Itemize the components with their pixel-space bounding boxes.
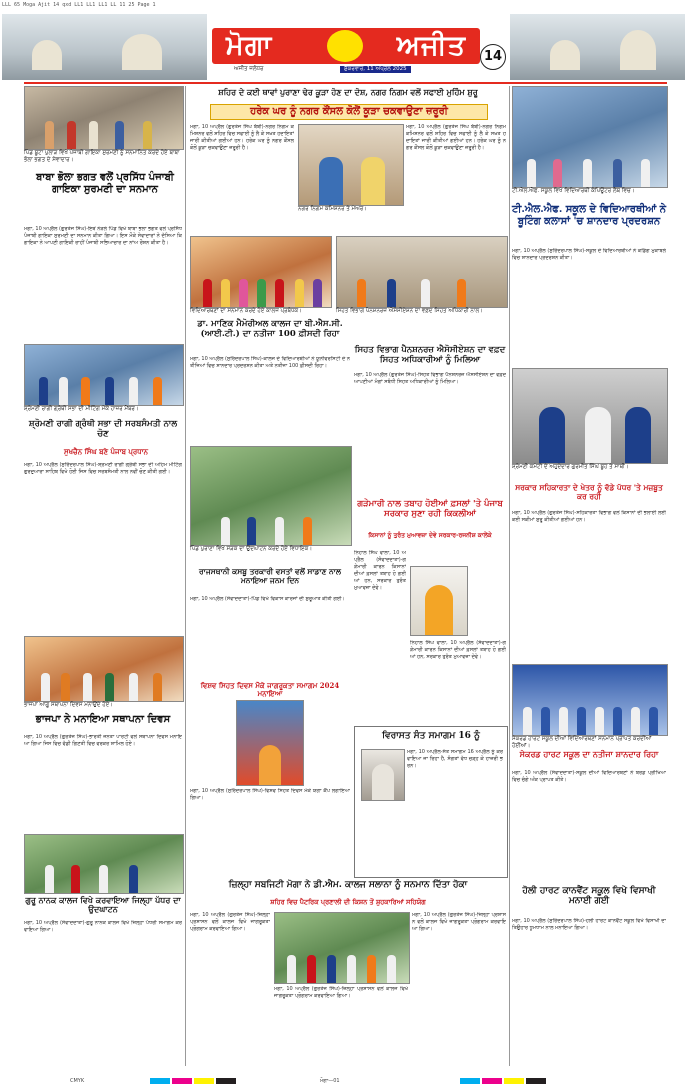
story-text: ਮੋਗਾ, 10 ਅਪ੍ਰੈਲ (ਗੁਰਤੇਜ ਸਿੰਘ ਬੱਬੀ)-ਨਗਰ ਨਿਗਮ ਕਮਿਸ਼ਨਰ ਵਲੋਂ ਸ਼ਹਿਰ ਵਿਚ ਸਫਾਈ ਨੂੰ ਲੈ ਕੇ ਸਖ਼ਤ ਹਦਾਇਤਾਂ ਜਾਰੀ ਕੀਤੀਆਂ ਗਈਆਂ ਹਨ। ਹਰੇਕ ਘਰ ਨੂੰ ਨਗਰ ਕੌਂਸਲ ਕੋਲੋਂ ਕੂੜਾ ਚਕਵਾਉਣਾ ਜ਼ਰੂਰੀ ਹੈ।	[190, 124, 294, 151]
color-bar-magenta	[172, 1078, 192, 1084]
color-bar-black	[526, 1078, 546, 1084]
photo-caption: ਸ਼੍ਰੋਮਣੀ ਕਮੇਟੀ ਦੇ ਅਹੁਦੇਦਾਰ ਗੁਰਮੀਤ ਸਿੰਘ ਬੂਹ ਤੇ ਸਾਥੀ।	[512, 464, 629, 470]
color-bar-yellow	[194, 1078, 214, 1084]
masthead-rule	[24, 82, 667, 84]
color-bar-cyan	[460, 1078, 480, 1084]
headline-manik-college: ਡਾ. ਮਾਣਿਕ ਮੈਮੋਰੀਅਲ ਕਾਲਜ ਦਾ ਬੀ.ਐਸ.ਸੀ. (ਆਈ.ਟੀ.) ਦਾ ਨਤੀਜਾ 100 ਫ਼ੀਸਦੀ ਰਿਹਾ	[197, 319, 343, 339]
photo-college-event	[24, 834, 184, 894]
masthead-banner	[212, 28, 480, 64]
headline-ragi-sabha: ਸ਼੍ਰੋਮਣੀ ਰਾਗੀ ਗ੍ਰੰਥੀ ਸਭਾ ਦੀ ਸਰਬਸੰਮਤੀ ਨਾਲ ਚੋਣ	[28, 419, 178, 439]
color-bar-black	[216, 1078, 236, 1084]
edition-label: ਅਜੀਤ ਜਲੰਧਰ	[234, 66, 264, 72]
page-number: 14	[480, 44, 506, 70]
date-label: ਸ਼ੁੱਕਰਵਾਰ, 11 ਅਪ੍ਰੈਲ 2025	[340, 66, 411, 73]
story-text: ਮੋਗਾ, 10 ਅਪ੍ਰੈਲ (ਸੰਵਾਦਦਾਤਾ)-ਸਕੂਲ ਦੀਆਂ ਵਿਦਿਆਰਥਣਾਂ ਨੇ ਬੋਰਡ ਪ੍ਰੀਖਿਆ ਵਿਚ ਚੰਗੇ ਅੰਕ ਪ੍ਰਾਪਤ ਕੀਤੇ।	[512, 770, 666, 783]
photo-pensioners-office	[336, 236, 508, 308]
photo-caption: ਭਾਜਪਾ ਆਗੂ ਸਥਾਪਨਾ ਦਿਵਸ ਮਨਾਉਂਦੇ ਹੋਏ।	[24, 702, 113, 708]
story-text: ਮੋਗਾ, 10 ਅਪ੍ਰੈਲ (ਸੁਰਿੰਦਰਪਾਲ ਸਿੰਘ)-ਸਕੂਲ ਦੇ ਵਿਦਿਆਰਥੀਆਂ ਨੇ ਕੋਡਿੰਗ ਮੁਕਾਬਲੇ ਵਿਚ ਸ਼ਾਨਦਾਰ ਪ੍ਰਦਰਸ਼ਨ ਕੀਤਾ।	[512, 248, 666, 261]
photo-caption: ਪਿੰਡ ਪੁਰਾਣਾ ਵਿਖੇ ਸੜਕ ਦਾ ਉਦਘਾਟਨ ਕਰਦੇ ਹੋਏ ਵਿਧਾਇਕ।	[190, 546, 313, 552]
headline-pensioners: ਸਿਹਤ ਵਿਭਾਗ ਪੈਨਸ਼ਨਰਜ਼ ਐਸੋਸੀਏਸ਼ਨ ਦਾ ਵਫ਼ਦ ਸਿਹਤ ਅਧਿਕਾਰੀਆਂ ਨੂੰ ਮਿਲਿਆ	[354, 345, 506, 365]
photo-caption: ਸ਼੍ਰੋਮਣੀ ਰਾਗੀ ਗ੍ਰੰਥੀ ਸਭਾ ਦੀ ਮੀਟਿੰਗ ਮੌਕੇ ਹਾਜ਼ਰ ਮੈਂਬਰ।	[24, 406, 139, 412]
photo-leader-portrait	[410, 566, 468, 636]
story-text: ਮੋਗਾ, 10 ਅਪ੍ਰੈਲ (ਸੁਰਿੰਦਰਪਾਲ ਸਿੰਘ)-ਸ਼੍ਰੋਮਣੀ ਰਾਗੀ ਗ੍ਰੰਥੀ ਸਭਾ ਦੀ ਅਹਿਮ ਮੀਟਿੰਗ ਗੁਰਦੁਆਰਾ ਸਾਹਿਬ ਵਿਖੇ ਹੋਈ ਜਿਸ ਵਿਚ ਸਰਬਸੰਮਤੀ ਨਾਲ ਨਵੀਂ ਚੋਣ ਕੀਤੀ ਗਈ।	[24, 462, 182, 475]
story-text: ਮੋਗਾ, 10 ਅਪ੍ਰੈਲ (ਸੰਵਾਦਦਾਤਾ)-ਗੁਰੂ ਨਾਨਕ ਕਾਲਜ ਵਿਖੇ ਜ਼ਿਲ੍ਹਾ ਪੱਧਰੀ ਸਮਾਗਮ ਕਰਵਾਇਆ ਗਿਆ।	[24, 920, 182, 933]
headline-babaji: ਬਾਬਾ ਭੋਲਾ ਭਗਤ ਵਲੋਂ ਪ੍ਰਸਿੱਧ ਪੰਜਾਬੀ ਗਾਇਕਾ ਸੁਰਮਣੀ ਦਾ ਸਨਮਾਨ	[36, 172, 174, 195]
photo-yoga	[236, 700, 304, 786]
cmyk-label: CMYK	[70, 1078, 85, 1084]
column-divider	[185, 86, 186, 1066]
photo-caption: ਨਗਰ ਨਿਗਮ ਕਮਿਸ਼ਨਰ ਤੇ ਮੇਅਰ।	[298, 206, 367, 212]
photo-caption: ਟੀ.ਐਲ.ਐਫ. ਸਕੂਲ ਵਿਖੇ ਵਿਦਿਆਰਥੀ ਕੰਪਿਊਟਰ ਲੈਬ ਵਿਚ।	[512, 188, 635, 194]
story-text: ਮੋਗਾ, 10 ਅਪ੍ਰੈਲ (ਗੁਰਤੇਜ ਸਿੰਘ ਬੱਬੀ)-ਨਗਰ ਨਿਗਮ ਕਮਿਸ਼ਨਰ ਵਲੋਂ ਸ਼ਹਿਰ ਵਿਚ ਸਫਾਈ ਨੂੰ ਲੈ ਕੇ ਸਖ਼ਤ ਹਦਾਇਤਾਂ ਜਾਰੀ ਕੀਤੀਆਂ ਗਈਆਂ ਹਨ। ਹਰੇਕ ਘਰ ਨੂੰ ਨਗਰ ਕੌਂਸਲ ਕੋਲੋਂ ਕੂੜਾ ਚਕਵਾਉਣਾ ਜ਼ਰੂਰੀ ਹੈ।	[406, 124, 506, 151]
color-bar-yellow	[504, 1078, 524, 1084]
story-text: ਮੋਗਾ, 10 ਅਪ੍ਰੈਲ (ਸੁਰਿੰਦਰਪਾਲ ਸਿੰਘ)-ਕਾਲਜ ਦੇ ਵਿਦਿਆਰਥੀਆਂ ਨੇ ਯੂਨੀਵਰਸਿਟੀ ਦੇ ਨਤੀਜਿਆਂ ਵਿਚ ਸ਼ਾਨਦਾਰ ਪ੍ਰਦਰਸ਼ਨ ਕੀਤਾ ਅਤੇ ਨਤੀਜਾ 100 ਫ਼ੀਸਦੀ ਰਿਹਾ।	[190, 356, 350, 369]
photo-caption: ਸੇਕਰਡ ਹਾਰਟ ਸਕੂਲ ਦੀਆਂ ਵਿਦਿਆਰਥਣਾਂ ਸਨਮਾਨ ਪ੍ਰਾਪਤ ਕਰਦੀਆਂ ਹੋਈਆਂ।	[512, 736, 652, 749]
notice-text: ਮੋਗਾ, 10 ਅਪ੍ਰੈਲ-ਸੰਤ ਸਮਾਗਮ 16 ਅਪ੍ਰੈਲ ਨੂੰ ਕਰਵਾਇਆ ਜਾ ਰਿਹਾ ਹੈ, ਸੰਗਤਾਂ ਵੱਧ ਚੜ੍ਹ ਕੇ ਹਾਜ਼ਰੀ ਭਰਨ।	[407, 749, 503, 769]
photo-students-honour	[190, 236, 332, 308]
headline-tlf-school: ਟੀ.ਐਲ.ਐਫ. ਸਕੂਲ ਦੇ ਵਿਦਿਆਰਥੀਆਂ ਨੇ ਬੂਟਿੰਗ ਕਲਾਸਾਂ 'ਚ ਸ਼ਾਨਦਾਰ ਪ੍ਰਦਰਸ਼ਨ	[512, 204, 666, 227]
headline-birthday: ਰਾਜਸਥਾਨੀ ਕਸਬੂ ਤਰਕਾਰੀ ਵਸਤਾਂ ਵਲੋਂ ਸਾਡਾਣ ਨਾਲ ਮਨਾਇਆ ਜਨਮ ਦਿਨ	[199, 567, 341, 585]
masthead-photo-right	[510, 14, 685, 80]
masthead-title-moga: ਮੋਗਾ	[226, 30, 273, 61]
sun-emblem	[327, 30, 363, 62]
subheadline: ਕਿਸਾਨਾਂ ਨੂੰ ਤੁਰੰਤ ਮੁਆਵਜ਼ਾ ਦੇਵੇ ਸਰਕਾਰ-ਰਜਨੀਸ਼ ਕਾਲੇਕੇ	[368, 532, 492, 539]
headline-bjp: ਭਾਜਪਾ ਨੇ ਮਨਾਇਆ ਸਥਾਪਨਾ ਦਿਵਸ	[35, 714, 171, 725]
photo-bjp-day	[24, 636, 184, 702]
photo-sgpc-leaders	[512, 368, 668, 464]
headline-hailstorm: ਗੜੇਮਾਰੀ ਨਾਲ ਤਬਾਹ ਹੋਈਆਂ ਫ਼ਸਲਾਂ 'ਤੇ ਪੰਜਾਬ ਸਰਕਾਰ ਸੁਣਾ ਰਹੀ ਕਿਕਲੀਆਂ	[357, 499, 503, 519]
photo-officials	[298, 124, 404, 206]
photo-caption: ਸਿਹਤ ਵਿਭਾਗ ਪੈਨਸ਼ਨਰਜ਼ ਐਸੋਸੀਏਸ਼ਨ ਦਾ ਵਫ਼ਦ ਸਿਹਤ ਅਧਿਕਾਰੀ ਨਾਲ।	[336, 308, 483, 314]
photo-dm-college	[274, 912, 410, 984]
photo-road-inauguration	[190, 446, 352, 546]
photo-sacred-heart	[512, 664, 668, 736]
photo-tlf-school	[512, 86, 668, 188]
photo-caption: ਪਿੰਡ ਬੂਟਾ ਪੁਲਾੜ ਵਿਖੇ ਪੰਜਾਬੀ ਗਾਇਕਾ ਸੁਰਮਣੀ ਨੂੰ ਸਨਮਾਨਿਤ ਕਰਦੇ ਹੋਏ ਬਾਬਾ ਭੋਲਾ ਭਗਤ ਦੇ ਸੇਵਾਦਾਰ।	[24, 150, 180, 163]
photo-caption: ਵਿਦਿਆਰਥਣਾਂ ਦਾ ਸਨਮਾਨ ਕਰਦੇ ਹੋਏ ਕਾਲਜ ਪ੍ਰਬੰਧਕ।	[190, 308, 302, 314]
print-slug: LLL 65 Moga Ajit 14 qxd LL1 LL1 LL1 LL 11 25 Page 1	[2, 2, 156, 8]
color-bar-cyan	[150, 1078, 170, 1084]
story-text: ਮੋਗਾ, 10 ਅਪ੍ਰੈਲ (ਗੁਰਤੇਜ ਸਿੰਘ)-ਜ਼ਿਲ੍ਹਾ ਪ੍ਰਸ਼ਾਸਨ ਵਲੋਂ ਕਾਲਜ ਵਿਖੇ ਜਾਗਰੂਕਤਾ ਪ੍ਰੋਗਰਾਮ ਕਰਵਾਇਆ ਗਿਆ।	[190, 912, 270, 932]
story-text: ਨਿਹਾਲ ਸਿੰਘ ਵਾਲਾ, 10 ਅਪ੍ਰੈਲ (ਸੰਵਾਦਦਾਤਾ)-ਗੜੇਮਾਰੀ ਕਾਰਨ ਕਿਸਾਨਾਂ ਦੀਆਂ ਫ਼ਸਲਾਂ ਤਬਾਹ ਹੋ ਗਈਆਂ ਹਨ, ਸਰਕਾਰ ਤੁਰੰਤ ਮੁਆਵਜ਼ਾ ਦੇਵੇ।	[410, 640, 506, 660]
headline-dm-college: ਜ਼ਿਲ੍ਹਾ ਸਬਜਿਟੀ ਮੋਗਾ ਨੇ ਡੀ.ਐਮ. ਕਾਲਜ ਸਲਾਨਾ ਨੂੰ ਸਨਮਾਨ ਦਿੱਤਾ ਹੋਕਾ	[228, 880, 468, 890]
story-text: ਮੋਗਾ, 10 ਅਪ੍ਰੈਲ (ਸੰਵਾਦਦਾਤਾ)-ਪਿੰਡ ਵਿਖੇ ਵਿਕਾਸ ਕਾਰਜਾਂ ਦੀ ਸ਼ੁਰੂਆਤ ਕੀਤੀ ਗਈ।	[190, 596, 345, 602]
headline-guru-nanak-college: ਗੁਰੂ ਨਾਨਕ ਕਾਲਜ ਵਿਖੇ ਕਰਵਾਇਆ ਜਿਲ੍ਹਾ ਪੱਧਰ ਦਾ ਉਦਘਾਟਨ	[25, 895, 181, 915]
lead-headline: ਸ਼ਹਿਰ ਦੇ ਕਈ ਥਾਵਾਂ ਪੁਰਾਣਾ ਢੇਰ ਕੂੜਾ ਹੋਣ ਦਾ ਦੋਸ਼, ਨਗਰ ਨਿਗਮ ਵਲੋਂ ਸਫਾਈ ਮੁਹਿੰਮ ਸ਼ੁਰੂ	[218, 87, 478, 97]
story-text: ਮੋਗਾ, 10 ਅਪ੍ਰੈਲ (ਗੁਰਤੇਜ ਸਿੰਘ)-ਸਹਿਕਾਰਤਾ ਵਿਭਾਗ ਵਲੋਂ ਕਿਸਾਨਾਂ ਦੀ ਭਲਾਈ ਲਈ ਕਈ ਸਕੀਮਾਂ ਸ਼ੁਰੂ ਕੀਤੀਆਂ ਗਈਆਂ ਹਨ।	[512, 510, 666, 523]
footer-bar	[0, 1074, 687, 1089]
masthead-title-ajit: ਅਜੀਤ	[396, 30, 466, 61]
story-text: ਨਿਹਾਲ ਸਿੰਘ ਵਾਲਾ, 10 ਅਪ੍ਰੈਲ (ਸੰਵਾਦਦਾਤਾ)-ਗੜੇਮਾਰੀ ਕਾਰਨ ਕਿਸਾਨਾਂ ਦੀਆਂ ਫ਼ਸਲਾਂ ਤਬਾਹ ਹੋ ਗਈਆਂ ਹਨ, ਸਰਕਾਰ ਤੁਰੰਤ ਮੁਆਵਜ਼ਾ ਦੇਵੇ।	[354, 550, 406, 591]
story-text: ਮੋਗਾ, 10 ਅਪ੍ਰੈਲ (ਸੁਰਿੰਦਰਪਾਲ ਸਿੰਘ)-ਹੋਲੀ ਹਾਰਟ ਕਾਨਵੈਂਟ ਸਕੂਲ ਵਿਖੇ ਵਿਸਾਖੀ ਦਾ ਤਿਉਹਾਰ ਧੂਮਧਾਮ ਨਾਲ ਮਨਾਇਆ ਗਿਆ।	[512, 918, 666, 931]
lead-kicker: ਹਰੇਕ ਘਰ ਨੂੰ ਨਗਰ ਕੌਂਸਲ ਕੋਲੋਂ ਕੂੜਾ ਚਕਵਾਉਣਾ ਜ਼ਰੂਰੀ	[210, 104, 488, 120]
column-divider	[509, 86, 510, 1066]
subheadline: ਸ਼ਹਿਰ ਵਿਚ ਪੈਟਰਿਕ ਪ੍ਰਣਾਲੀ ਦੀ ਕਿਸ਼ਨ ਤੋਂ ਸ਼ੁਹਕਾਰਿਆਂ ਸਹਿਯੋਗ	[270, 898, 426, 906]
color-bar-magenta	[482, 1078, 502, 1084]
notice-box	[354, 726, 508, 878]
headline-health-day: ਵਿਸ਼ਵ ਸਿਹਤ ਦਿਵਸ ਮੌਕੇ ਜਾਗਰੂਕਤਾ ਸਮਾਗਮ 2024 ਮਨਾਇਆ	[200, 681, 340, 699]
story-text: ਮੋਗਾ, 10 ਅਪ੍ਰੈਲ (ਗੁਰਤੇਜ ਸਿੰਘ)-ਜ਼ਿਲ੍ਹਾ ਪ੍ਰਸ਼ਾਸਨ ਵਲੋਂ ਕਾਲਜ ਵਿਖੇ ਜਾਗਰੂਕਤਾ ਪ੍ਰੋਗਰਾਮ ਕਰਵਾਇਆ ਗਿਆ।	[274, 986, 408, 999]
notice-title: ਵਿਰਾਸਤ ਸੰਤ ਸਮਾਗਮ 16 ਨੂੰ	[382, 731, 480, 741]
story-text: ਮੋਗਾ, 10 ਅਪ੍ਰੈਲ (ਗੁਰਤੇਜ ਸਿੰਘ)-ਸਿਹਤ ਵਿਭਾਗ ਪੈਨਸ਼ਨਰਜ਼ ਐਸੋਸੀਏਸ਼ਨ ਦਾ ਵਫ਼ਦ ਆਪਣੀਆਂ ਮੰਗਾਂ ਸਬੰਧੀ ਸਿਹਤ ਅਧਿਕਾਰੀਆਂ ਨੂੰ ਮਿਲਿਆ।	[354, 372, 506, 385]
photo-singer-honour	[24, 86, 184, 150]
photo-notice-portrait	[361, 749, 405, 801]
headline-cooperative: ਸਰਕਾਰ ਸਹਿਕਾਰਤਾ ਦੇ ਖੇਤਰ ਨੂੰ ਵੱਡੇ ਪੱਧਰ 'ਤੇ ਮਜ਼ਬੂਤ ਕਰ ਰਹੀ	[515, 483, 663, 501]
masthead-photo-left	[2, 14, 207, 80]
story-text: ਮੋਗਾ, 10 ਅਪ੍ਰੈਲ (ਗੁਰਤੇਜ ਸਿੰਘ)-ਇਥੋਂ ਨੇੜਲੇ ਪਿੰਡ ਵਿਖੇ ਬਾਬਾ ਭੋਲਾ ਭਗਤ ਵਲੋਂ ਪ੍ਰਸਿੱਧ ਪੰਜਾਬੀ ਗਾਇਕਾ ਸੁਰਮਣੀ ਦਾ ਸਨਮਾਨ ਕੀਤਾ ਗਿਆ। ਇਸ ਮੌਕੇ ਸੇਵਾਦਾਰਾਂ ਨੇ ਦੱਸਿਆ ਕਿ ਗਾਇਕਾ ਨੇ ਆਪਣੀ ਗਾਇਕੀ ਰਾਹੀਂ ਪੰਜਾਬੀ ਸਭਿਆਚਾਰ ਦਾ ਨਾਂਅ ਰੌਸ਼ਨ ਕੀਤਾ ਹੈ।	[24, 226, 182, 246]
story-text: ਮੋਗਾ, 10 ਅਪ੍ਰੈਲ (ਗੁਰਤੇਜ ਸਿੰਘ)-ਜ਼ਿਲ੍ਹਾ ਪ੍ਰਸ਼ਾਸਨ ਵਲੋਂ ਕਾਲਜ ਵਿਖੇ ਜਾਗਰੂਕਤਾ ਪ੍ਰੋਗਰਾਮ ਕਰਵਾਇਆ ਗਿਆ।	[412, 912, 506, 932]
headline-holy-heart: ਹੋਲੀ ਹਾਰਟ ਕਾਨਵੈਂਟ ਸਕੂਲ ਵਿਖੇ ਵਿਸਾਖੀ ਮਨਾਈ ਗਈ	[522, 886, 656, 907]
headline-sacred-heart: ਸੇਕਰਡ ਹਾਰਟ ਸਕੂਲ ਦਾ ਨਤੀਜਾ ਸ਼ਾਨਦਾਰ ਰਿਹਾ	[519, 749, 659, 759]
photo-ragi-sabha	[24, 344, 184, 406]
page-slug: ਮੋਗਾ—01	[320, 1078, 340, 1084]
subheadline: ਸੁਖਚੈਨ ਸਿੰਘ ਬਣੇ ਪੰਜਾਬ ਪ੍ਰਧਾਨ	[63, 448, 149, 456]
story-text: ਮੋਗਾ, 10 ਅਪ੍ਰੈਲ (ਸੁਰਿੰਦਰਪਾਲ ਸਿੰਘ)-ਵਿਸ਼ਵ ਸਿਹਤ ਦਿਵਸ ਮੌਕੇ ਯੋਗਾ ਕੈਂਪ ਲਗਾਇਆ ਗਿਆ।	[190, 788, 350, 801]
story-text: ਮੋਗਾ, 10 ਅਪ੍ਰੈਲ (ਗੁਰਤੇਜ ਸਿੰਘ)-ਭਾਰਤੀ ਜਨਤਾ ਪਾਰਟੀ ਵਲੋਂ ਸਥਾਪਨਾ ਦਿਵਸ ਮਨਾਇਆ ਗਿਆ ਜਿਸ ਵਿਚ ਵੱਡੀ ਗਿਣਤੀ ਵਿਚ ਵਰਕਰ ਸ਼ਾਮਿਲ ਹੋਏ।	[24, 734, 182, 747]
